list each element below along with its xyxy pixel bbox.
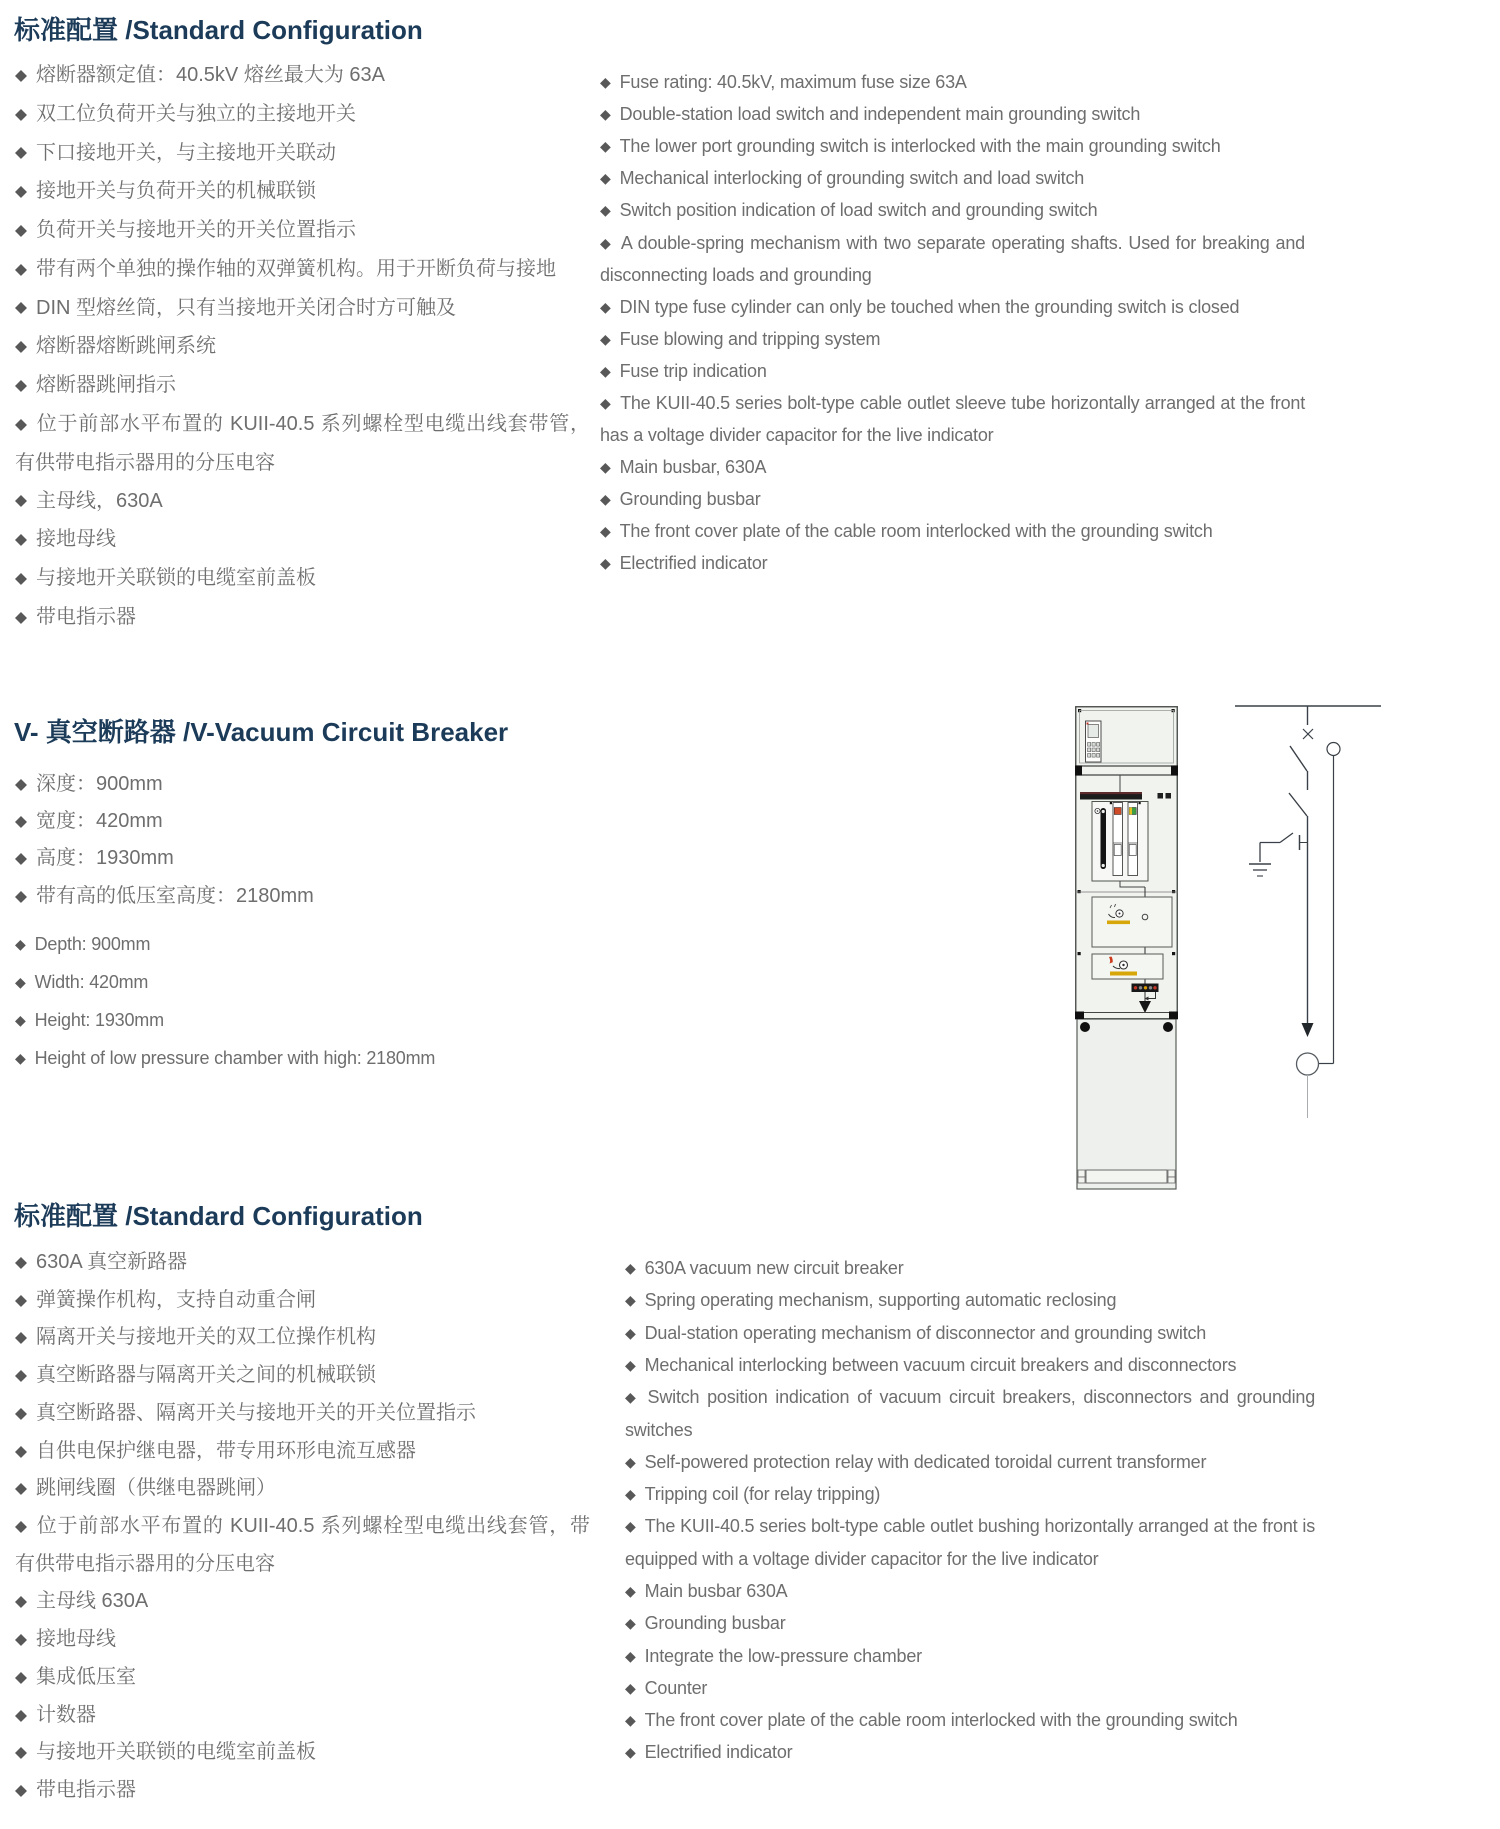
list-item-text: 位于前部水平布置的 KUII-40.5 系列螺栓型电缆出线套管，带有供带电指示器用的分压电容 [15, 1515, 590, 1575]
list-item [625, 1252, 1315, 1284]
list-item-text: 630A vacuum new circuit breaker [644, 1258, 904, 1279]
list-item [15, 840, 615, 877]
list-item [15, 1470, 590, 1508]
list-item-text: 接地母线 [36, 1628, 116, 1651]
cable-outlet-arrow [1302, 1023, 1314, 1037]
cabinet-foot-left [1080, 1022, 1090, 1032]
list-item [625, 1510, 1315, 1575]
list-item [600, 130, 1305, 162]
disconnector-2 [1289, 793, 1307, 816]
diamond-bullet-icon: ◆ [15, 1291, 27, 1309]
list-item-text: 真空断路器与隔离开关之间的机械联锁 [36, 1364, 376, 1387]
list-item-text: The KUII-40.5 series bolt-type cable outlet sleeve tube horizontally arranged at the front has a voltage divider capacitor for the live indicator [600, 393, 1305, 446]
list-item [15, 1772, 590, 1810]
list-item-text: 负荷开关与接地开关的开关位置指示 [36, 219, 356, 242]
list-item [625, 1575, 1315, 1607]
diamond-bullet-icon: ◆ [625, 1389, 639, 1406]
diamond-bullet-icon: ◆ [15, 376, 27, 394]
list-item [15, 1734, 590, 1772]
list-item [15, 1621, 590, 1659]
diamond-bullet-icon: ◆ [600, 170, 611, 187]
diamond-bullet-icon: ◆ [15, 1593, 27, 1611]
diamond-bullet-icon: ◆ [625, 1324, 636, 1341]
diamond-bullet-icon: ◆ [600, 74, 611, 90]
diamond-bullet-icon: ◆ [600, 459, 611, 476]
list-item-text: Grounding busbar [644, 1613, 786, 1634]
list-item-text: Fuse trip indication [619, 360, 767, 381]
diamond-bullet-icon: ◆ [600, 523, 611, 540]
cabinet-front-view-drawing [1075, 706, 1178, 1192]
list-item [15, 1244, 590, 1282]
diamond-bullet-icon: ◆ [15, 569, 27, 587]
list-item [15, 56, 590, 95]
list-item-text: Switch position indication of load switch and grounding switch [619, 200, 1098, 221]
list-item-text: 弹簧操作机构，支持自动重合闸 [36, 1288, 316, 1311]
list-item [600, 194, 1305, 226]
list-item-text: 集成低压室 [36, 1666, 136, 1689]
list-item-text: Height: 1930mm [34, 1010, 164, 1031]
list-item-text: 真空断路器、隔离开关与接地开关的开关位置指示 [36, 1402, 476, 1425]
list-item [625, 1672, 1315, 1704]
list-item [15, 766, 615, 803]
list-item [15, 95, 590, 134]
diamond-bullet-icon: ◆ [15, 1782, 27, 1800]
list-item [15, 327, 590, 366]
list-item-text: Self-powered protection relay with dedicated toroidal current transformer [644, 1451, 1207, 1472]
diamond-bullet-icon: ◆ [625, 1356, 636, 1373]
list-item-text: Grounding busbar [619, 489, 761, 510]
list-item-text: The front cover plate of the cable room interlocked with the grounding switch [644, 1710, 1238, 1731]
list-item-text: Spring operating mechanism, supporting automatic reclosing [644, 1290, 1117, 1311]
list-item [15, 1039, 615, 1077]
list-item [600, 387, 1305, 451]
list-item [15, 1319, 590, 1357]
diamond-bullet-icon: ◆ [15, 415, 28, 433]
diamond-bullet-icon: ◆ [15, 1254, 27, 1271]
current-transformer-circle [1297, 1053, 1319, 1075]
diamond-bullet-icon: ◆ [625, 1582, 636, 1599]
list-item-text: Electrified indicator [644, 1742, 793, 1763]
diamond-bullet-icon: ◆ [625, 1744, 636, 1761]
list-item [600, 66, 1305, 98]
diamond-bullet-icon: ◆ [600, 330, 611, 347]
diamond-bullet-icon: ◆ [15, 144, 27, 162]
list-item [15, 878, 615, 915]
diamond-bullet-icon: ◆ [15, 1367, 27, 1385]
list-item-text: 带电指示器 [36, 605, 136, 628]
vcb-dimensions-list-en [15, 925, 615, 1077]
list-item [15, 1659, 590, 1697]
list-item [625, 1736, 1315, 1768]
diamond-bullet-icon: ◆ [600, 202, 611, 219]
list-item-text: Integrate the low-pressure chamber [644, 1645, 922, 1666]
diamond-bullet-icon: ◆ [600, 394, 612, 411]
list-item [600, 227, 1305, 291]
switch-symbol-box-2 [1092, 954, 1163, 979]
diamond-bullet-icon: ◆ [15, 105, 27, 123]
diamond-bullet-icon: ◆ [15, 974, 26, 991]
list-item [15, 1583, 590, 1621]
list-item-text: 带有两个单独的操作轴的双弹簧机构。用于开断负荷与接地 [36, 257, 556, 280]
list-item [625, 1607, 1315, 1639]
list-item [15, 963, 615, 1001]
list-item [625, 1446, 1315, 1478]
list-item [625, 1349, 1315, 1381]
indicator-strip [1132, 984, 1159, 993]
diamond-bullet-icon: ◆ [15, 1329, 27, 1347]
list-item-text: 主母线 630A [36, 1590, 149, 1613]
diamond-bullet-icon: ◆ [600, 362, 611, 379]
diamond-bullet-icon: ◆ [625, 1260, 636, 1276]
list-item [15, 1433, 590, 1471]
list-item-text: 带电指示器 [36, 1779, 136, 1802]
diamond-bullet-icon: ◆ [625, 1292, 636, 1309]
list-item [600, 162, 1305, 194]
list-item-text: 自供电保护继电器，带专用环形电流互感器 [36, 1439, 416, 1462]
diamond-bullet-icon: ◆ [625, 1712, 636, 1729]
fuse-tube-1 [1113, 803, 1123, 876]
list-item-text: 主母线，630A [36, 489, 163, 512]
diamond-bullet-icon: ◆ [15, 531, 27, 549]
list-item-text: 下口接地开关，与主接地开关联动 [36, 141, 336, 164]
list-item-text: Main busbar 630A [644, 1581, 788, 1602]
diamond-bullet-icon: ◆ [625, 1679, 636, 1696]
list-item-text: 双工位负荷开关与独立的主接地开关 [36, 102, 356, 125]
list-item-text: Dual-station operating mechanism of disconnector and grounding switch [644, 1322, 1207, 1343]
list-item-text: 计数器 [36, 1703, 96, 1726]
list-item-text: A double-spring mechanism with two separate operating shafts. Used for breaking and disconnecting loads and grounding [600, 232, 1305, 285]
fuse-tube-2 [1128, 803, 1138, 876]
list-item-text: 跳闸线圈（供继电器跳闸） [36, 1477, 276, 1500]
list-item [625, 1317, 1315, 1349]
standard-config-1-list-en [600, 66, 1305, 580]
list-item [15, 1697, 590, 1735]
section-title-standard-config-2: 标准配置 /Standard Configuration [14, 1201, 423, 1231]
list-item-text: 高度：1930mm [36, 847, 174, 870]
list-item-text: The front cover plate of the cable room interlocked with the grounding switch [619, 521, 1213, 542]
list-item [625, 1640, 1315, 1672]
diamond-bullet-icon: ◆ [15, 260, 27, 278]
diamond-bullet-icon: ◆ [15, 66, 27, 84]
protection-relay-device [1086, 721, 1102, 762]
list-item-text: Electrified indicator [619, 553, 768, 574]
single-line-diagram [1233, 692, 1383, 1120]
list-item [625, 1704, 1315, 1736]
diamond-bullet-icon: ◆ [15, 813, 27, 831]
diamond-bullet-icon: ◆ [600, 298, 611, 315]
diamond-bullet-icon: ◆ [15, 850, 27, 868]
list-item-text: 接地开关与负荷开关的机械联锁 [36, 180, 316, 203]
list-item [600, 291, 1305, 323]
list-item [15, 134, 590, 173]
list-item [600, 451, 1305, 483]
diamond-bullet-icon: ◆ [15, 183, 27, 201]
diamond-bullet-icon: ◆ [625, 1453, 636, 1470]
diamond-bullet-icon: ◆ [600, 234, 612, 251]
list-item [625, 1284, 1315, 1316]
list-item [600, 483, 1305, 515]
list-item [15, 925, 615, 963]
disconnector-1 [1290, 746, 1307, 771]
standard-config-1-list-zh [15, 56, 590, 637]
list-item [15, 482, 590, 521]
diamond-bullet-icon: ◆ [15, 1050, 26, 1067]
diamond-bullet-icon: ◆ [625, 1615, 636, 1632]
list-item [625, 1381, 1315, 1446]
section-title-vacuum-circuit-breaker: V- 真空断路器 /V-Vacuum Circuit Breaker [14, 717, 509, 747]
diamond-bullet-icon: ◆ [15, 221, 27, 239]
list-item-text: 630A 真空新路器 [36, 1251, 188, 1274]
list-item [625, 1478, 1315, 1510]
list-item-text: Height of low pressure chamber with high: 2180mm [34, 1048, 436, 1069]
list-item-text: 熔断器额定值：40.5kV 熔丝最大为 63A [36, 64, 385, 86]
list-item [15, 172, 590, 211]
diamond-bullet-icon: ◆ [15, 1631, 27, 1649]
diamond-bullet-icon: ◆ [15, 1518, 28, 1536]
diamond-bullet-icon: ◆ [625, 1647, 636, 1664]
fuse-compartment [1092, 802, 1148, 882]
list-item-text: Main busbar, 630A [619, 457, 767, 478]
diamond-bullet-icon: ◆ [15, 492, 27, 510]
indicator-circle-top [1327, 743, 1340, 756]
list-item-text: 与接地开关联锁的电缆室前盖板 [36, 567, 316, 590]
list-item-text: The lower port grounding switch is interlocked with the main grounding switch [619, 136, 1221, 157]
list-item-text: Counter [644, 1677, 708, 1698]
list-item [600, 323, 1305, 355]
diamond-bullet-icon: ◆ [15, 936, 26, 952]
list-item-text: 深度：900mm [36, 773, 163, 796]
diamond-bullet-icon: ◆ [625, 1518, 636, 1535]
list-item [600, 547, 1305, 579]
list-item-text: 隔离开关与接地开关的双工位操作机构 [36, 1326, 376, 1349]
diamond-bullet-icon: ◆ [600, 491, 611, 508]
list-item [600, 515, 1305, 547]
list-item-text: Mechanical interlocking of grounding switch and load switch [619, 168, 1085, 189]
section-title-standard-config-1: 标准配置 /Standard Configuration [14, 15, 423, 45]
list-item-text: Mechanical interlocking between vacuum circuit breakers and disconnectors [644, 1355, 1237, 1376]
list-item-text: Width: 420mm [34, 972, 149, 993]
diamond-bullet-icon: ◆ [15, 1706, 27, 1724]
cabinet-foot-right [1163, 1022, 1173, 1032]
diamond-bullet-icon: ◆ [15, 299, 27, 317]
list-item [15, 211, 590, 250]
list-item [15, 1282, 590, 1320]
operating-handle [1101, 808, 1107, 869]
list-item [600, 355, 1305, 387]
diamond-bullet-icon: ◆ [625, 1486, 636, 1503]
list-item [15, 559, 590, 598]
list-item-text: The KUII-40.5 series bolt-type cable outlet bushing horizontally arranged at the front is equipped with a voltage divider capacitor for the live indicator [625, 1516, 1315, 1569]
list-item-text: DIN 型熔丝筒，只有当接地开关闭合时方可触及 [36, 296, 456, 319]
diamond-bullet-icon: ◆ [15, 776, 27, 793]
diamond-bullet-icon: ◆ [15, 608, 27, 626]
list-item-text: 与接地开关联锁的电缆室前盖板 [36, 1741, 316, 1764]
list-item-text: Fuse rating: 40.5kV, maximum fuse size 63A [619, 72, 967, 93]
diamond-bullet-icon: ◆ [600, 555, 611, 572]
list-item [15, 1395, 590, 1433]
diamond-bullet-icon: ◆ [15, 1012, 26, 1029]
list-item [15, 803, 615, 840]
list-item [600, 98, 1305, 130]
list-item-text: 熔断器跳闸指示 [36, 374, 176, 397]
diamond-bullet-icon: ◆ [15, 1668, 27, 1686]
diamond-bullet-icon: ◆ [15, 1744, 27, 1762]
list-item-text: 带有高的低压室高度：2180mm [36, 884, 314, 907]
switch-symbol-box-1 [1092, 897, 1172, 947]
list-item [15, 1001, 615, 1039]
list-item [15, 405, 590, 482]
list-item-text: 位于前部水平布置的 KUII-40.5 系列螺栓型电缆出线套带管，有供带电指示器用的分压电容 [15, 412, 590, 474]
list-item-text: Double-station load switch and independent main grounding switch [619, 104, 1141, 125]
list-item [15, 250, 590, 289]
grounding-switch [1280, 833, 1293, 843]
diamond-bullet-icon: ◆ [15, 1442, 27, 1460]
diamond-bullet-icon: ◆ [15, 1480, 27, 1498]
list-item-text: 接地母线 [36, 528, 116, 551]
diamond-bullet-icon: ◆ [600, 138, 611, 155]
list-item [15, 1357, 590, 1395]
standard-config-2-list-zh [15, 1244, 590, 1810]
list-item-text: DIN type fuse cylinder can only be touched when the grounding switch is closed [619, 296, 1240, 317]
list-item-text: Switch position indication of vacuum circuit breakers, disconnectors and grounding switches [625, 1387, 1316, 1440]
diamond-bullet-icon: ◆ [15, 1404, 27, 1422]
list-item-text: Depth: 900mm [34, 934, 151, 955]
list-item-text: Fuse blowing and tripping system [619, 328, 881, 349]
list-item-text: 熔断器熔断跳闸系统 [36, 335, 216, 358]
list-item-text: 宽度：420mm [36, 810, 163, 833]
list-item [15, 1508, 590, 1583]
vcb-dimensions-list-zh [15, 766, 615, 915]
diamond-bullet-icon: ◆ [15, 887, 27, 905]
list-item [15, 598, 590, 637]
diamond-bullet-icon: ◆ [600, 106, 611, 123]
list-item-text: Tripping coil (for relay tripping) [644, 1484, 881, 1505]
list-item [15, 366, 590, 405]
standard-config-2-list-en [625, 1252, 1315, 1769]
list-item [15, 289, 590, 328]
list-item [15, 520, 590, 559]
diamond-bullet-icon: ◆ [15, 338, 27, 356]
